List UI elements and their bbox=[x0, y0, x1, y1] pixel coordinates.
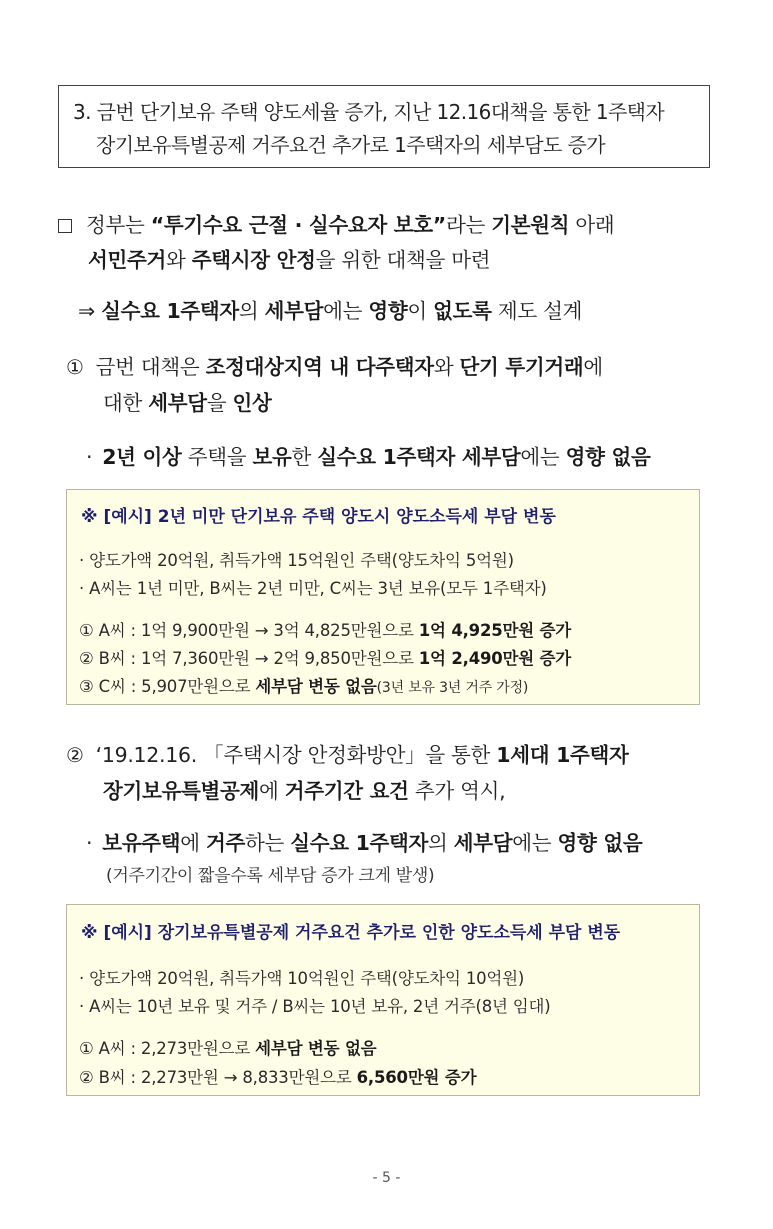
example-2-row: · A씨는 10년 보유 및 거주 / B씨는 10년 보유, 2년 거주(8년 임대) bbox=[79, 997, 551, 1016]
item-1: ① 금번 대책은 조정대상지역 내 다주택자와 단기 투기거래에 bbox=[66, 355, 603, 379]
heading-line-2: 장기보유특별공제 거주요건 추가로 1주택자의 세부담도 증가 bbox=[96, 133, 605, 157]
bullet-1: · 2년 이상 주택을 보유한 실수요 1주택자 세부담에는 영향 없음 bbox=[86, 445, 651, 469]
example-1-row: · 양도가액 20억원, 취득가액 15억원인 주택(양도차익 5억원) bbox=[79, 551, 514, 570]
paragraph-design: ⇒ 실수요 1주택자의 세부담에는 영향이 없도록 제도 설계 bbox=[78, 299, 583, 323]
section-heading bbox=[58, 85, 710, 168]
example-1-row: ② B씨 : 1억 7,360만원 → 2억 9,850만원으로 1억 2,490만원 증가 bbox=[79, 649, 572, 668]
item-1-cont: 대한 세부담을 인상 bbox=[103, 391, 272, 415]
example-2-row: · 양도가액 20억원, 취득가액 10억원인 주택(양도차익 10억원) bbox=[79, 969, 525, 988]
example-2-row: ① A씨 : 2,273만원으로 세부담 변동 없음 bbox=[79, 1039, 377, 1058]
example-1-row: ③ C씨 : 5,907만원으로 세부담 변동 없음(3년 보유 3년 거주 가정) bbox=[79, 677, 529, 696]
page-number: - 5 - bbox=[372, 1170, 401, 1186]
paragraph-principle: 정부는 “투기수요 근절 · 실수요자 보호”라는 기본원칙 아래 bbox=[58, 208, 614, 238]
example-1-row: · A씨는 1년 미만, B씨는 2년 미만, C씨는 3년 보유(모두 1주택자) bbox=[79, 579, 547, 598]
example-1-row: ① A씨 : 1억 9,900만원 → 3억 4,825만원으로 1억 4,925만원 증가 bbox=[79, 621, 572, 640]
heading-line-1: 3. 금번 단기보유 주택 양도세율 증가, 지난 12.16대책을 통한 1주택자 bbox=[73, 100, 665, 124]
circled-number-2: ② bbox=[66, 743, 84, 767]
bullet-2-note: (거주기간이 짧을수록 세부담 증가 크게 발생) bbox=[106, 866, 435, 886]
example-2-row: ② B씨 : 2,273만원 → 8,833만원으로 6,560만원 증가 bbox=[79, 1068, 477, 1087]
item-2: ② ‘19.12.16. 「주택시장 안정화방안」을 통한 1세대 1주택자 bbox=[66, 743, 629, 767]
checkbox-square-icon bbox=[58, 219, 72, 233]
example-1-title: ※ [예시] 2년 미만 단기보유 주택 양도시 양도소득세 부담 변동 bbox=[81, 507, 556, 527]
arrow-icon: ⇒ bbox=[78, 299, 102, 323]
example-box-2 bbox=[66, 904, 700, 1096]
bullet-dot: · bbox=[86, 831, 93, 855]
example-box-1 bbox=[66, 489, 700, 705]
bullet-2: · 보유주택에 거주하는 실수요 1주택자의 세부담에는 영향 없음 bbox=[86, 831, 643, 855]
item-2-cont: 장기보유특별공제에 거주기간 요건 추가 역시, bbox=[103, 779, 506, 803]
paragraph-principle-cont: 서민주거와 주택시장 안정을 위한 대책을 마련 bbox=[88, 248, 491, 272]
bullet-dot: · bbox=[86, 445, 93, 469]
circled-number-1: ① bbox=[66, 355, 84, 379]
example-2-title: ※ [예시] 장기보유특별공제 거주요건 추가로 인한 양도소득세 부담 변동 bbox=[81, 923, 621, 943]
